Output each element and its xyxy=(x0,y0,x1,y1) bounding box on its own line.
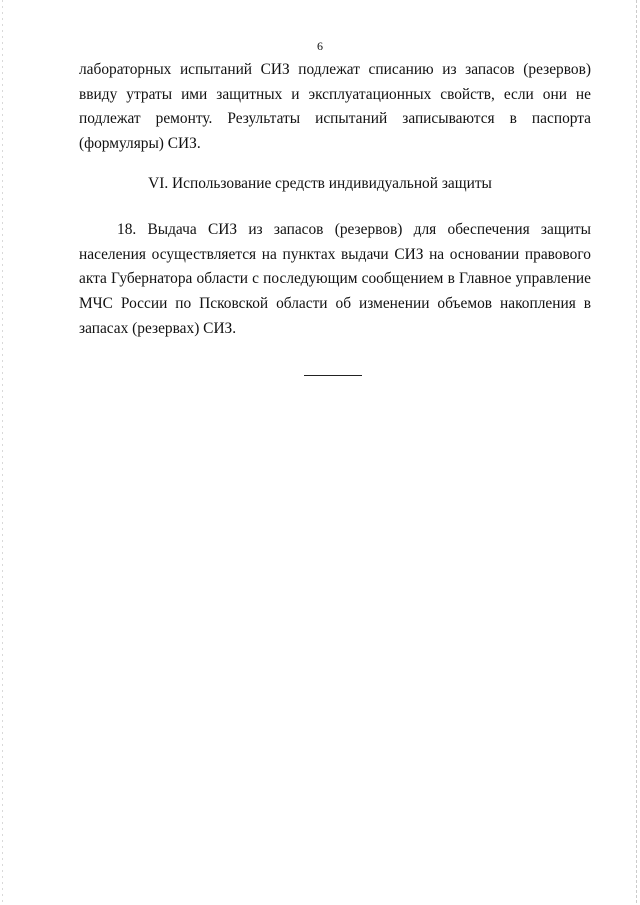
section-heading: VI. Использование средств индивидуальной защиты xyxy=(148,175,492,192)
scan-edge-left xyxy=(2,0,3,905)
page-number: 6 xyxy=(317,39,323,53)
end-of-text-rule xyxy=(304,375,362,376)
continuation-paragraph: лабораторных испытаний СИЗ подлежат списанию из запасов (резервов) ввиду утраты ими защитных и эксплуатационных свойств, если они не подлежат ремонту. Результаты испытаний записываются в паспорта (формуляры) СИЗ. xyxy=(79,61,591,153)
paragraph-18: 18. Выдача СИЗ из запасов (резервов) для обеспечения защиты населения осуществляется на пунктах выдачи СИЗ на основании правового акта Губернатора области с последующим сообщением в Главное управление МЧС России по Псковской области об изменении объемов накопления в запасах (резервах) СИЗ. xyxy=(79,221,591,337)
scan-edge-right xyxy=(636,0,637,905)
